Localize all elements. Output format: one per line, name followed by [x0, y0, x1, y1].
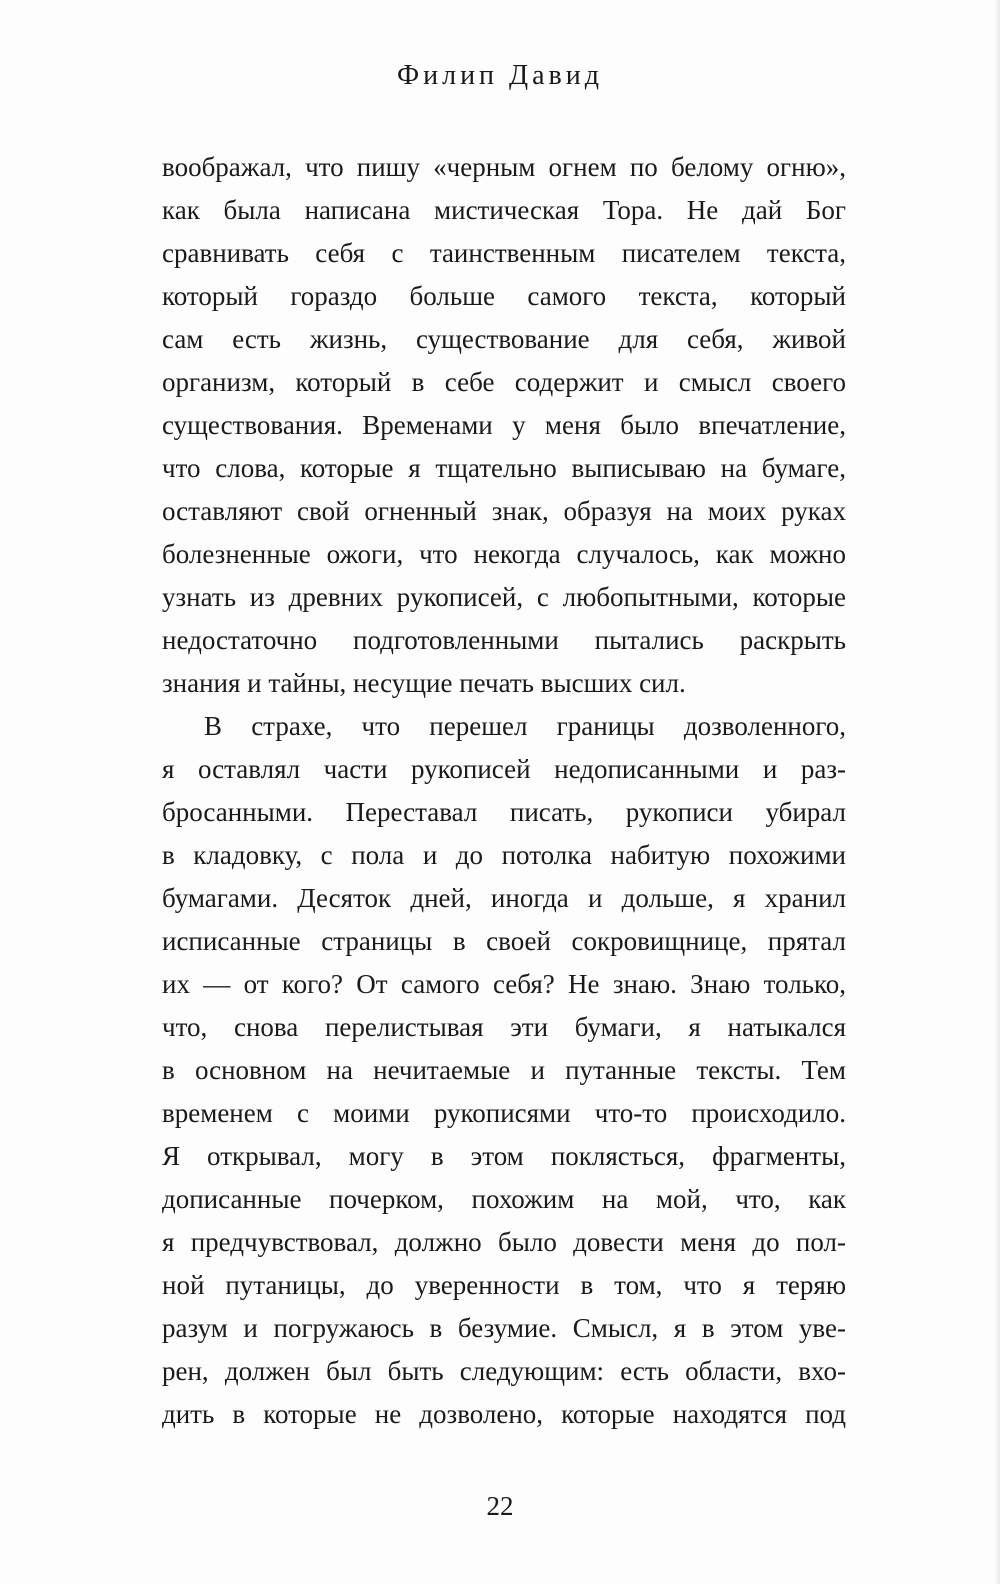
text-line: оставляют свой огненный знак, образуя на моих руках	[162, 496, 846, 526]
text-line: сравнивать себя с таинственным писателем текста,	[162, 238, 846, 268]
text-line: организм, который в себе содержит и смысл своего	[162, 367, 846, 397]
text-line: Я открывал, могу в этом поклясться, фрагменты,	[162, 1141, 846, 1171]
text-line: существования. Временами у меня было впечатление,	[162, 410, 846, 440]
text-line: который гораздо больше самого текста, который	[162, 281, 846, 311]
text-line: исписанные страницы в своей сокровищнице, прятал	[162, 926, 846, 956]
page-edge-shadow	[994, 0, 1000, 1584]
text-line: недостаточно подготовленными пытались раскрыть	[162, 625, 846, 655]
text-line: я предчувствовал, должно было довести меня до пол-	[162, 1227, 846, 1257]
text-line-paragraph-end: знания и тайны, несущие печать высших сил.	[162, 668, 686, 698]
text-line: в основном на нечитаемые и путанные тексты. Тем	[162, 1055, 846, 1085]
text-line: что, снова перелистывая эти бумаги, я натыкался	[162, 1012, 846, 1042]
text-line: рен, должен был быть следующим: есть области, вхо-	[162, 1356, 846, 1386]
text-line: болезненные ожоги, что некогда случалось, как можно	[162, 539, 846, 569]
text-line: дить в которые не дозволено, которые находятся под	[162, 1399, 846, 1429]
text-line: дописанные почерком, похожим на мой, что, как	[162, 1184, 846, 1214]
text-line-paragraph-start: В страхе, что перешел границы дозволенного,	[204, 711, 846, 741]
text-line: сам есть жизнь, существование для себя, живой	[162, 324, 846, 354]
text-line: узнать из древних рукописей, с любопытными, которые	[162, 582, 846, 612]
text-line: я оставлял части рукописей недописанными и раз-	[162, 754, 846, 784]
text-line: бумагами. Десяток дней, иногда и дольше, я хранил	[162, 883, 846, 913]
page-number: 22	[486, 1491, 514, 1521]
text-line: разум и погружаюсь в безумие. Смысл, я в этом уве-	[162, 1313, 846, 1343]
running-head-author: Филип Давид	[396, 60, 604, 91]
text-line: временем с моими рукописями что-то происходило.	[162, 1098, 846, 1128]
text-line: что слова, которые я тщательно выписываю на бумаге,	[162, 453, 846, 483]
text-line: бросанными. Переставал писать, рукописи убирал	[162, 797, 846, 827]
text-line: как была написана мистическая Тора. Не дай Бог	[162, 195, 846, 225]
text-line: в кладовку, с пола и до потолка набитую похожими	[162, 840, 846, 870]
text-line: ной путаницы, до уверенности в том, что я теряю	[162, 1270, 846, 1300]
body-text	[162, 146, 846, 1436]
text-line: воображал, что пишу «черным огнем по белому огню»,	[162, 152, 846, 182]
text-line: их — от кого? От самого себя? Не знаю. Знаю только,	[162, 969, 846, 999]
